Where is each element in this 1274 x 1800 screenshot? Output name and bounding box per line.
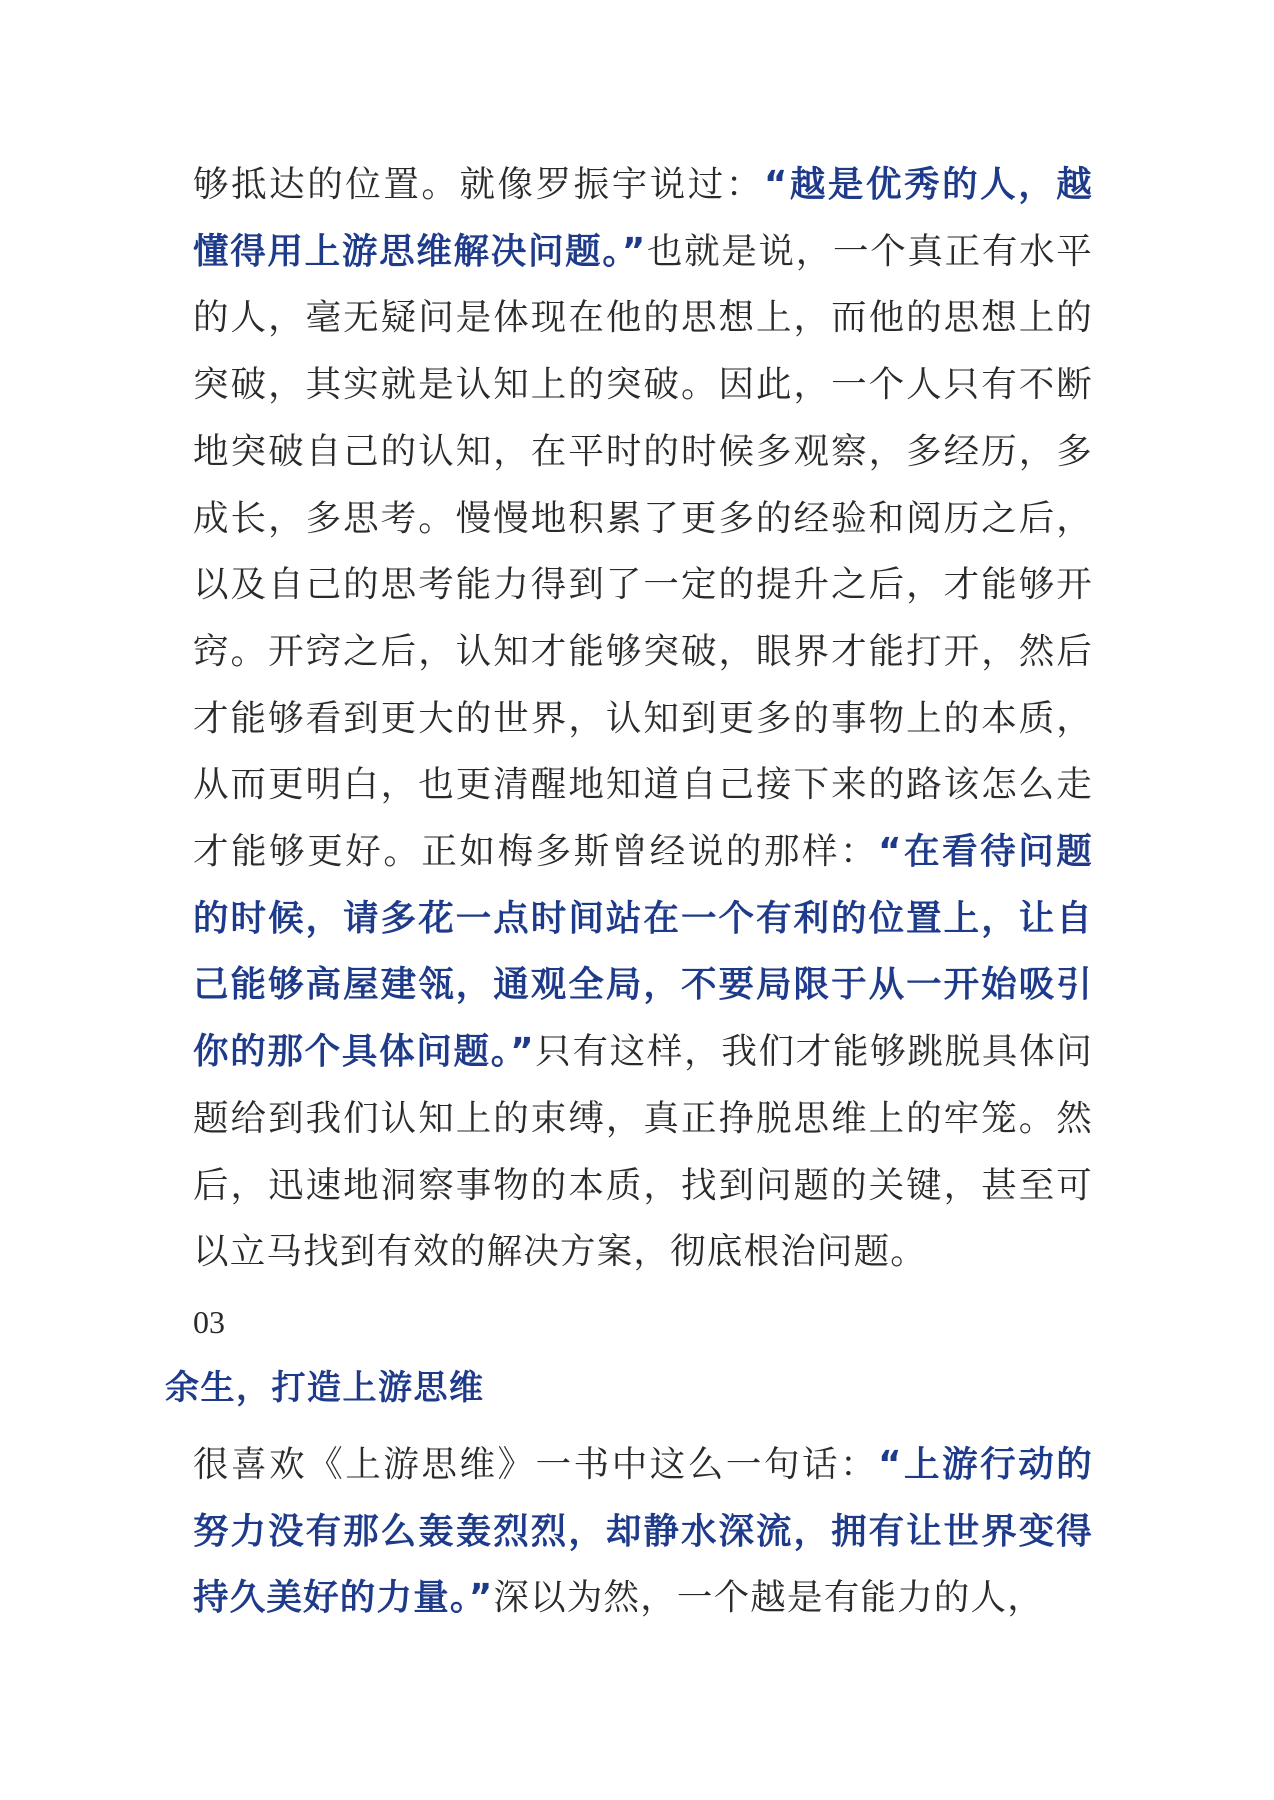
paragraph-text: 深以为然，一个越是有能力的人， (493, 1577, 1044, 1619)
section-number: 03 (193, 1304, 225, 1340)
paragraph-text: 只有这样，我们才能够跳脱具体问题给到我们认知上的束缚，真正挣脱思维上的牢笼。然后，迅速地洞察事物的本质，找到问题的关键，甚至可以立马找到有效的解决方案，彻底根治问题。 (193, 1031, 1093, 1273)
quote-meadows: “在看待问题的时候，请多花一点时间站在一个有利的位置上，让自己能够高屋建瓴，通观全局，不要局限于从一开始吸引你的那个具体问题。” (193, 831, 1093, 1073)
body-paragraph-upper (193, 152, 1093, 1286)
paragraph-text: 也就是说，一个真正有水平的人，毫无疑问是体现在他的思想上，而他的思想上的突破，其实就是认知上的突破。因此，一个人只有不断地突破自己的认知，在平时的时候多观察，多经历，多成长，多思考。慢慢地积累了更多的经验和阅历之后，以及自己的思考能力得到了一定的提升之后，才能够开窍。开窍之后，认知才能够突破，眼界才能打开，然后才能够看到更大的世界，认知到更多的事物上的本质，从而更明白，也更清醒地知道自己接下来的路该怎么走才能够更好。正如梅多斯曾经说的那样： (193, 230, 1093, 873)
body-paragraph-lower (193, 1432, 1093, 1632)
paragraph-text: 够抵达的位置。就像罗振宇说过： (193, 164, 764, 205)
paragraph-text: 很喜欢《上游思维》一书中这么一句话： (193, 1444, 879, 1485)
quote-upstream-book: “上游行动的努力没有那么轰轰烈烈，却静水深流，拥有让世界变得持久美好的力量。” (193, 1444, 1093, 1619)
section-heading: 余生，打造上游思维 (165, 1368, 485, 1408)
quote-luozhenyu: “越是优秀的人，越懂得用上游思维解决问题。” (193, 164, 1093, 272)
